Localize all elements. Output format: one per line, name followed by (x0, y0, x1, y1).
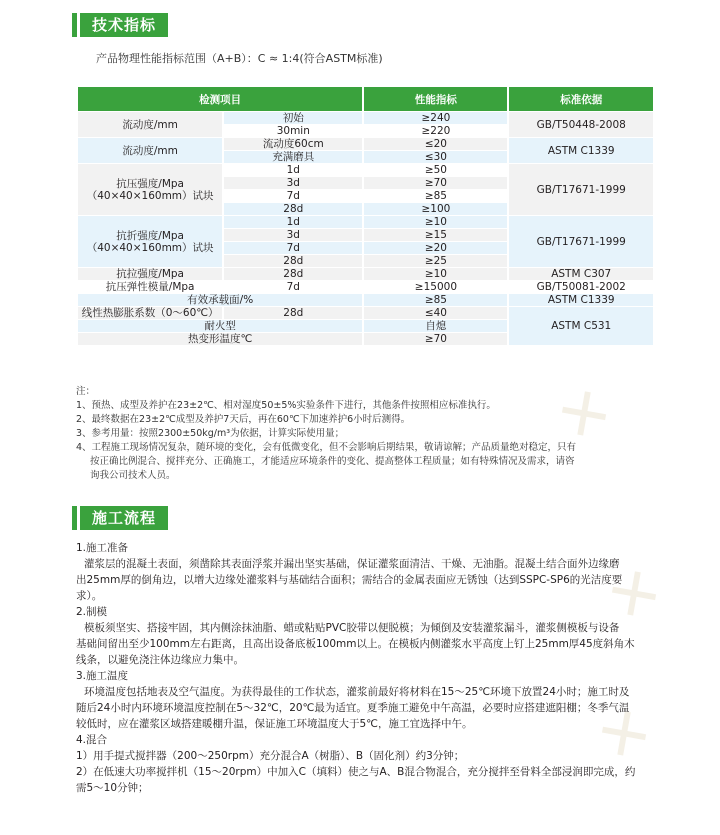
step-heading: 1.施工准备 (76, 542, 129, 554)
cell-item: 抗拉强度/Mpa (78, 268, 222, 280)
cell-item-line1: 抗压强度/Mpa (116, 177, 184, 190)
cell-standard: ASTM C1339 (509, 294, 653, 306)
cell-value: ≥20 (364, 242, 507, 254)
note-4-cont: 按正确比例混合、搅拌充分、正确施工，才能适应环境条件的变化、提高整体工程质量；如有特殊情况及需求，请咨 (90, 456, 575, 467)
cell-sub: 28d (224, 307, 362, 319)
cell-standard: ASTM C531 (509, 307, 653, 345)
watermark: ✕ (594, 551, 676, 639)
step-heading: 3.施工温度 (76, 670, 129, 682)
table-header-row (78, 87, 653, 111)
note-3: 3、参考用量：按照2300±50kg/m³为依据，计算实际使用量； (76, 428, 345, 439)
cell-item: 有效承载面/% (78, 294, 362, 306)
range-note: 产品物理性能指标范围（A+B）：C ≈ 1:4(符合ASTM标准) (96, 52, 383, 65)
step-text: 较低时，应在灌浆区域搭建暖棚升温，保证施工环境温度大于5℃，施工宜选择中午。 (76, 718, 473, 730)
step-text: 2）在低速大功率搅拌机（15～20rpm）中加入C（填料）使之与A、B混合物混合，充分搅拌至骨料全部浸润即完成，约 (76, 766, 636, 778)
cell-standard: GB/T50448-2008 (509, 112, 653, 137)
cell-sub: 初始 (224, 112, 362, 124)
note-4: 4、工程施工现场情况复杂，随环境的变化，会有低微变化，但不会影响后期结果，敬请谅解；产品质量绝对稳定，只有 (76, 442, 577, 453)
table-row (78, 216, 653, 228)
cell-standard: ASTM C307 (509, 268, 653, 280)
header-item: 检测项目 (78, 87, 362, 111)
cell-value: ≥15000 (364, 281, 507, 293)
cell-sub: 1d (224, 216, 362, 228)
cell-value: ≤40 (364, 307, 507, 319)
step-text: 模板须坚实、搭接牢固，其内侧涂抹油脂、蜡或粘贴PVC胶带以便脱模；为倾倒及安装灌浆漏斗，灌浆侧模板与设备 (84, 622, 620, 634)
cell-item: 热变形温度℃ (78, 333, 362, 345)
step-text: 1）用手提式搅拌器（200～250rpm）充分混合A（树脂）、B（固化剂）约3分钟； (76, 750, 465, 762)
cell-sub: 28d (224, 203, 362, 215)
cell-sub: 28d (224, 268, 362, 280)
tech-section-header (72, 13, 168, 37)
cell-sub: 充满磨具 (224, 151, 362, 163)
cell-value: ≤30 (364, 151, 507, 163)
cell-value: ≥85 (364, 190, 507, 202)
cell-value: ≥100 (364, 203, 507, 215)
process-section-title: 施工流程 (80, 506, 168, 530)
cell-value: ≥10 (364, 216, 507, 228)
cell-value: ≥240 (364, 112, 507, 124)
table-row (78, 268, 653, 280)
cell-sub: 28d (224, 255, 362, 267)
cell-item-line2: （40×40×160mm）试块 (86, 241, 214, 254)
cell-item (78, 216, 222, 267)
notes-block (76, 385, 676, 483)
step-text: 线条，以避免浇注体边缘应力集中。 (76, 654, 244, 666)
cell-sub: 30min (224, 125, 362, 137)
cell-standard: GB/T17671-1999 (509, 164, 653, 215)
process-section-header (72, 506, 168, 530)
step-heading: 4.混合 (76, 734, 108, 746)
table-row (78, 138, 653, 150)
cell-standard: GB/T17671-1999 (509, 216, 653, 267)
cell-item-line2: （40×40×160mm）试块 (86, 189, 214, 202)
cell-sub: 1d (224, 164, 362, 176)
watermark: ✕ (584, 691, 666, 779)
process-block (76, 540, 676, 796)
cell-value: ≥15 (364, 229, 507, 241)
step-text: 出25mm厚的倒角边，以增大边缘处灌浆料与基础结合面积；需结合的金属表面应无锈蚀（达到SSPC-SP6的光洁度要 (76, 574, 623, 586)
cell-sub: 7d (224, 190, 362, 202)
cell-item: 流动度/mm (78, 138, 222, 163)
cell-value: ≥220 (364, 125, 507, 137)
cell-value: 自熄 (364, 320, 507, 332)
cell-value: ≤20 (364, 138, 507, 150)
cell-value: ≥10 (364, 268, 507, 280)
cell-standard: GB/T50081-2002 (509, 281, 653, 293)
cell-value: ≥85 (364, 294, 507, 306)
cell-sub: 7d (224, 281, 362, 293)
cell-value: ≥25 (364, 255, 507, 267)
cell-sub: 3d (224, 229, 362, 241)
step-heading: 2.制模 (76, 606, 108, 618)
notes-label: 注： (76, 386, 96, 397)
cell-item: 耐火型 (78, 320, 362, 332)
cell-standard: ASTM C1339 (509, 138, 653, 163)
table-row (78, 294, 653, 306)
table-row (78, 307, 653, 319)
cell-item: 抗压弹性模量/Mpa (78, 281, 222, 293)
cell-sub: 流动度60cm (224, 138, 362, 150)
cell-item: 流动度/mm (78, 112, 222, 137)
table-row (78, 164, 653, 176)
step-text: 随后24小时内环境环境温度控制在5～32℃，20℃最为适宜。夏季施工避免中午高温，必要时应搭建遮阳棚；冬季气温 (76, 702, 630, 714)
watermark: ✕ (544, 371, 626, 459)
spec-table (76, 86, 655, 346)
step-text: 求）。 (76, 590, 103, 602)
header-standard: 标准依据 (509, 87, 653, 111)
step-text: 基础间留出至少100mm左右距离，且高出设备底板100mm以上。在模板内侧灌浆水平高度上钉上25mm厚45度斜角木 (76, 638, 635, 650)
table-row (78, 112, 653, 124)
cell-sub: 3d (224, 177, 362, 189)
note-1: 1、预热、成型及养护在23±2℃、相对湿度50±5%实验条件下进行，其他条件按照相应标准执行。 (76, 400, 496, 411)
note-4-cont: 询我公司技术人员。 (90, 470, 176, 481)
step-text: 需5～10分钟； (76, 782, 149, 794)
cell-item: 线性热膨胀系数（0～60℃） (78, 307, 222, 319)
note-2: 2、最终数据在23±2℃成型及养护7天后，再在60℃下加速养护6小时后测得。 (76, 414, 411, 425)
header-value: 性能指标 (364, 87, 507, 111)
step-text: 环境温度包括地表及空气温度。为获得最佳的工作状态，灌浆前最好将材料在15～25℃环境下放置24小时；施工时及 (84, 686, 630, 698)
cell-value: ≥70 (364, 333, 507, 345)
cell-value: ≥70 (364, 177, 507, 189)
cell-value: ≥50 (364, 164, 507, 176)
tech-section-title: 技术指标 (80, 13, 168, 37)
cell-sub: 7d (224, 242, 362, 254)
cell-item (78, 164, 222, 215)
step-text: 灌浆层的混凝土表面，须凿除其表面浮浆并漏出坚实基础，保证灌浆面清洁、干燥、无油脂。混凝土结合面外边缘磨 (84, 558, 620, 570)
table-row (78, 281, 653, 293)
cell-item-line1: 抗折强度/Mpa (116, 229, 184, 242)
